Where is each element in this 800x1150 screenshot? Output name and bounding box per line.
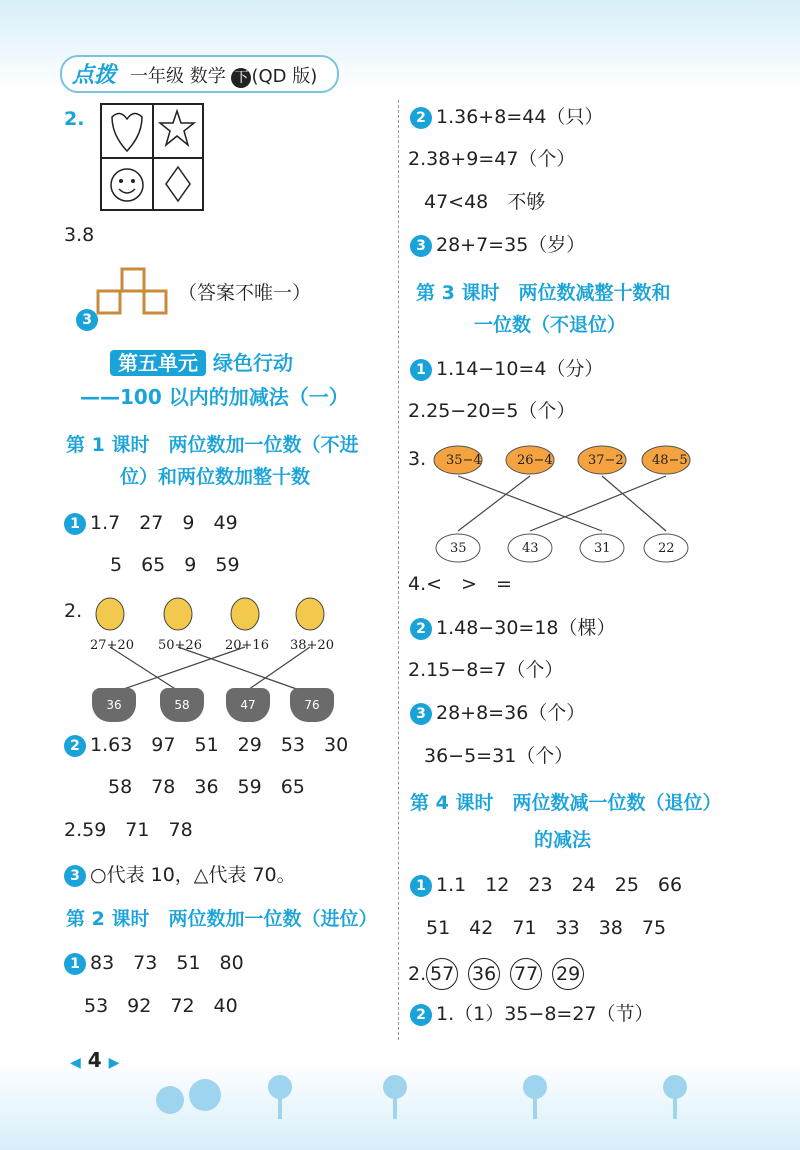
l1-s1-row1: 1 1.7 27 9 49 <box>64 510 238 536</box>
l1-s3: 3 ○代表 10，△代表 70。 <box>64 862 296 888</box>
l1-s2-row2: 58 78 36 59 65 <box>108 776 305 798</box>
circled-number-2: 36 <box>468 958 500 990</box>
section-badge-3: 3 <box>410 703 432 725</box>
section-badge-2: 2 <box>410 618 432 640</box>
bird-label-2: 26−4 <box>517 453 553 468</box>
q4-answer: 4.< > = <box>408 573 512 595</box>
lesson3-title-1: 第 3 课时 两位数减整十数和 <box>416 282 671 304</box>
l3-s3-b: 36−5=31（个） <box>424 745 574 767</box>
r-s2-q2: 2.38+9=47（个） <box>408 148 576 170</box>
bird-label-4: 48−5 <box>652 453 688 468</box>
section-badge-3: 3 <box>410 235 432 257</box>
circled-number-3: 77 <box>510 958 542 990</box>
l3-s1-q1: 1 1.14−10=4（分） <box>410 356 603 382</box>
dove-value-4: 22 <box>658 541 675 556</box>
footer-decoration <box>140 1065 740 1125</box>
bee-question-label: 2. <box>64 600 83 622</box>
bird-label-1: 35−4 <box>446 453 482 468</box>
l2-row2: 53 92 72 40 <box>84 995 238 1017</box>
bird-question-label: 3. <box>408 448 427 470</box>
dove-value-3: 31 <box>594 541 611 556</box>
l3-s2-q1: 2 1.48−30=18（棵） <box>410 615 616 641</box>
section-badge-2: 2 <box>64 735 86 757</box>
circled-number-4: 29 <box>552 958 584 990</box>
shapes-grid <box>100 103 204 211</box>
section-badge-1: 1 <box>410 875 432 897</box>
l4-s2: 2 1.（1）35−8=27（节） <box>410 1001 654 1027</box>
dove-value-1: 35 <box>450 541 467 556</box>
q2-label: 2. <box>64 108 85 130</box>
lesson1-title-2: 位）和两位数加整十数 <box>120 466 311 488</box>
lesson4-title-1: 第 4 课时 两位数减一位数（退位） <box>410 792 722 814</box>
star-shape <box>160 111 194 145</box>
section-badge-3: 3 <box>76 309 98 331</box>
r-s2-q2b: 47<48 不够 <box>424 191 546 213</box>
q3-answer: 3.8 <box>64 224 95 246</box>
unit-subtitle: ——100 以内的加减法（一） <box>80 385 349 409</box>
l1-s2-q2: 2.59 71 78 <box>64 819 193 841</box>
smiley-shape <box>111 169 143 201</box>
unit-title: 第五单元 绿色行动 <box>110 350 293 376</box>
bee-label-2: 50+26 <box>158 638 202 653</box>
circled-number-1: 57 <box>426 958 458 990</box>
bee-label-1: 27+20 <box>90 638 134 653</box>
l3-s1-q2: 2.25−20=5（个） <box>408 400 576 422</box>
lesson2-title: 第 2 课时 两位数加一位数（进位） <box>66 908 378 930</box>
matchstick-figure <box>94 266 174 316</box>
heart-shape <box>112 113 142 151</box>
pot-4: 76 <box>290 688 334 722</box>
section-badge-1: 1 <box>64 953 86 975</box>
bee-1 <box>96 598 124 630</box>
bee-label-4: 38+20 <box>290 638 334 653</box>
section-badge-2: 2 <box>410 107 432 129</box>
l1-s1-row2: 5 65 9 59 <box>110 554 240 576</box>
answer-note: （答案不唯一） <box>178 282 312 304</box>
l4-q2: 2. 57 36 77 29 <box>408 958 594 990</box>
section-badge-2: 2 <box>410 1004 432 1026</box>
pot-2: 58 <box>160 688 204 722</box>
book-title: 一年级 数学 下 (QD 版) <box>130 66 318 87</box>
l2-row1: 1 83 73 51 80 <box>64 950 244 976</box>
page-number: ◀ 4 ▶ <box>70 1048 120 1072</box>
pot-1: 36 <box>92 688 136 722</box>
l4-row1: 1 1.1 12 23 24 25 66 <box>410 872 682 898</box>
r-s3: 3 28+7=35（岁） <box>410 232 585 258</box>
bird-label-3: 37−2 <box>588 453 624 468</box>
bee-4 <box>296 598 324 630</box>
lesson1-title-1: 第 1 课时 两位数加一位数（不进 <box>66 434 359 456</box>
diamond-shape <box>166 167 190 201</box>
l1-s2-row1: 2 1.63 97 51 29 53 30 <box>64 732 348 758</box>
bee-3 <box>231 598 259 630</box>
column-divider <box>398 100 399 1040</box>
section-badge-1: 1 <box>410 359 432 381</box>
r-s2-q1: 2 1.36+8=44（只） <box>410 104 603 130</box>
l3-s3-a: 3 28+8=36（个） <box>410 700 585 726</box>
l4-row2: 51 42 71 33 38 75 <box>426 917 667 939</box>
logo: 点拨 <box>72 63 117 88</box>
l3-s2-q2: 2.15−8=7（个） <box>408 659 564 681</box>
dove-value-2: 43 <box>522 541 539 556</box>
section-badge-3: 3 <box>64 865 86 887</box>
volume-badge: 下 <box>231 68 251 88</box>
bee-2 <box>164 598 192 630</box>
lesson3-title-2: 一位数（不退位） <box>474 314 627 336</box>
pot-3: 47 <box>226 688 270 722</box>
bee-label-3: 20+16 <box>225 638 269 653</box>
lesson4-title-2: 的减法 <box>534 829 592 851</box>
section-badge-1: 1 <box>64 513 86 535</box>
